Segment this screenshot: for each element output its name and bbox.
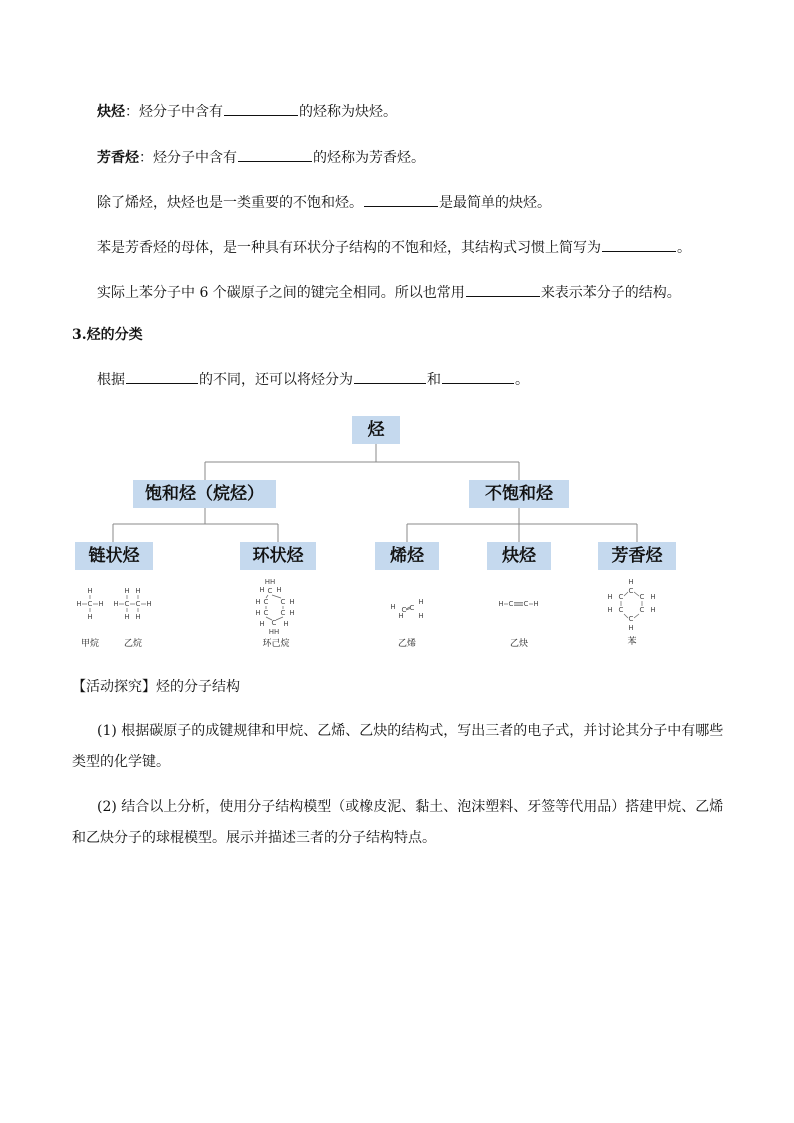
- svg-text:H: H: [289, 609, 295, 617]
- svg-text:C: C: [267, 587, 273, 595]
- activity-item-2-line-2: 和乙炔分子的球棍模型。展示并描述三者的分子结构特点。: [72, 830, 436, 846]
- svg-text:C: C: [280, 598, 286, 606]
- label-cyclohexane: 环己烷: [262, 639, 290, 649]
- svg-text:H: H: [418, 598, 424, 606]
- node-aromatic: 芳香烃: [598, 542, 676, 570]
- activity-heading: 【活动探究】烃的分子结构: [72, 679, 240, 695]
- node-saturated: 饱和烃（烷烃）: [133, 480, 276, 508]
- svg-text:H: H: [76, 600, 82, 608]
- svg-text:C: C: [401, 606, 407, 614]
- svg-text:C: C: [271, 619, 277, 627]
- simplest-alkyne-sentence: 除了烯烃，炔烃也是一类重要的不饱和烃。 是最简单的炔烃。: [97, 192, 551, 213]
- svg-text:H: H: [398, 612, 404, 620]
- ethyne-structure: [498, 600, 538, 608]
- benzene-bond-sentence: 实际上苯分子中 6 个碳原子之间的键完全相同。所以也常用 来表示苯分子的结构。: [97, 282, 681, 303]
- label-ethene: 乙烯: [397, 639, 416, 649]
- svg-text:C: C: [263, 598, 269, 606]
- node-hydrocarbon: 烃: [352, 416, 400, 444]
- svg-text:H: H: [113, 600, 119, 608]
- svg-text:H: H: [533, 600, 539, 608]
- svg-text:C: C: [508, 600, 514, 608]
- svg-text:H: H: [628, 624, 634, 632]
- answer-blank[interactable]: [442, 369, 514, 384]
- svg-text:C: C: [639, 593, 645, 601]
- svg-text:C: C: [135, 600, 141, 608]
- svg-text:H: H: [146, 600, 152, 608]
- svg-text:H: H: [289, 598, 295, 606]
- svg-text:H: H: [124, 587, 130, 595]
- benzene-structure: [607, 578, 655, 632]
- node-cyclic: 环状烃: [240, 542, 316, 570]
- node-chain: 链状烃: [75, 542, 153, 570]
- node-alkyne: 炔烃: [487, 542, 551, 570]
- answer-blank[interactable]: [602, 237, 676, 252]
- svg-text:H: H: [607, 606, 613, 614]
- svg-text:H: H: [498, 600, 504, 608]
- answer-blank[interactable]: [126, 369, 198, 384]
- svg-text:H: H: [87, 613, 93, 621]
- svg-text:H: H: [607, 593, 613, 601]
- aromatic-definition: 芳香烃：烃分子中含有 的烃称为芳香烃。: [97, 147, 425, 168]
- alkyne-term: 炔烃: [97, 104, 125, 120]
- svg-text:C: C: [523, 600, 529, 608]
- label-ethyne: 乙炔: [509, 639, 528, 649]
- methane-structure: [76, 587, 103, 621]
- svg-text:HH: HH: [264, 578, 276, 586]
- svg-text:C: C: [409, 604, 415, 612]
- cyclohexane-structure: [255, 578, 294, 636]
- svg-text:H: H: [259, 620, 265, 628]
- svg-text:C: C: [639, 606, 645, 614]
- label-ethane: 乙烷: [123, 639, 142, 649]
- svg-text:C: C: [124, 600, 130, 608]
- node-unsaturated: 不饱和烃: [469, 480, 569, 508]
- svg-text:H: H: [259, 586, 265, 594]
- svg-text:H: H: [255, 598, 261, 606]
- svg-text:HH: HH: [268, 628, 280, 636]
- label-benzene: 苯: [627, 637, 637, 647]
- svg-text:C: C: [618, 593, 624, 601]
- svg-text:H: H: [650, 606, 656, 614]
- activity-item-2-line-1: (2) 结合以上分析，使用分子结构模型（或橡皮泥、黏土、泡沫塑料、牙签等代用品）搭建甲烷、乙烯: [97, 799, 724, 815]
- aromatic-term: 芳香烃: [97, 150, 139, 166]
- benzene-sentence: 苯是芳香烃的母体，是一种具有环状分子结构的不饱和烃，其结构式习惯上简写为 。: [97, 237, 691, 258]
- svg-text:H: H: [650, 593, 656, 601]
- svg-text:H: H: [124, 613, 130, 621]
- svg-text:C: C: [628, 615, 634, 623]
- label-methane: 甲烷: [80, 639, 99, 649]
- activity-item-1-line-1: (1) 根据碳原子的成键规律和甲烷、乙烯、乙炔的结构式，写出三者的电子式，并讨论其分子中有哪些: [97, 723, 724, 739]
- answer-blank[interactable]: [238, 147, 312, 162]
- section-title: 3.烃的分类: [72, 327, 143, 343]
- svg-text:H: H: [283, 620, 289, 628]
- structural-formulas: [0, 410, 794, 660]
- activity-item-1-line-2: 类型的化学键。: [72, 754, 170, 770]
- svg-text:H: H: [135, 613, 141, 621]
- ethane-structure: [113, 587, 151, 621]
- svg-text:H: H: [255, 609, 261, 617]
- answer-blank[interactable]: [224, 101, 298, 116]
- svg-text:H: H: [276, 586, 282, 594]
- svg-text:C: C: [263, 609, 269, 617]
- answer-blank[interactable]: [364, 192, 438, 207]
- classify-sentence: 根据 的不同，还可以将烃分为 和 。: [97, 369, 529, 390]
- svg-text:H: H: [98, 600, 104, 608]
- svg-text:C: C: [628, 587, 634, 595]
- svg-text:C: C: [87, 600, 93, 608]
- hydrocarbon-classification-tree: [0, 410, 794, 660]
- answer-blank[interactable]: [354, 369, 426, 384]
- answer-blank[interactable]: [466, 282, 540, 297]
- svg-text:H: H: [418, 612, 424, 620]
- svg-text:H: H: [87, 587, 93, 595]
- svg-text:H: H: [135, 587, 141, 595]
- node-alkene: 烯烃: [375, 542, 439, 570]
- svg-text:H: H: [628, 578, 634, 586]
- ethene-structure: [390, 598, 423, 620]
- svg-text:C: C: [618, 606, 624, 614]
- alkyne-definition: 炔烃：烃分子中含有 的烃称为炔烃。: [97, 101, 397, 122]
- svg-text:C: C: [280, 609, 286, 617]
- svg-text:H: H: [390, 603, 396, 611]
